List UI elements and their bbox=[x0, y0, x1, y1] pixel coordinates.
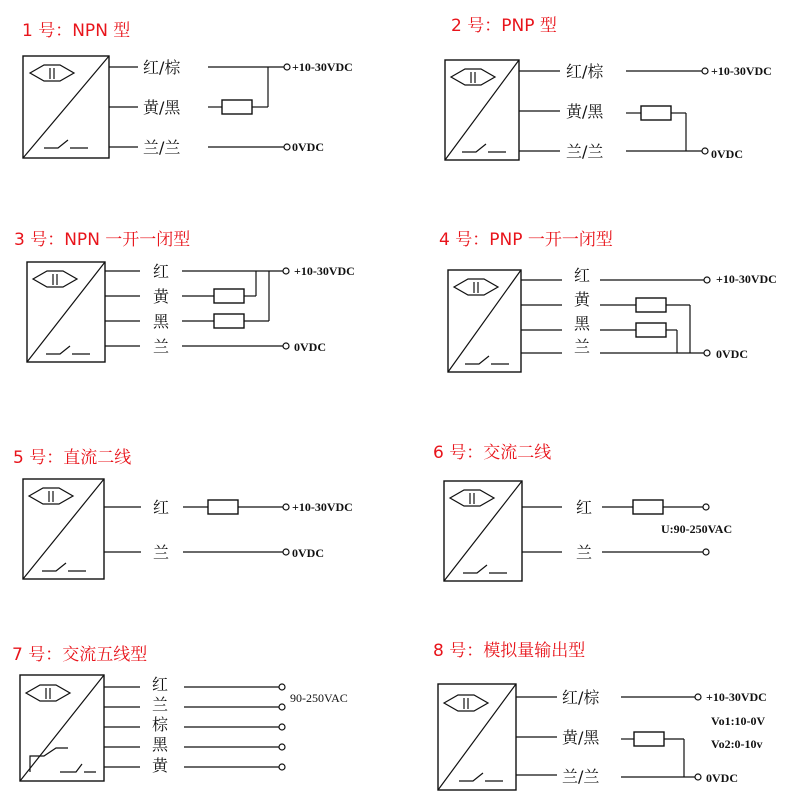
panel-1-npn bbox=[22, 21, 353, 158]
panel-2-pnp bbox=[445, 16, 772, 161]
wire-label: 黑 bbox=[152, 735, 169, 754]
wire-label: 红/棕 bbox=[562, 688, 600, 707]
voltage-label: 0VDC bbox=[294, 340, 326, 354]
wire-label: 兰/兰 bbox=[566, 142, 604, 161]
voltage-label: 0VDC bbox=[292, 546, 324, 560]
wire-label: 黑 bbox=[153, 312, 170, 331]
panel-5-title: 5 号：直流二线 bbox=[13, 448, 132, 468]
terminal bbox=[279, 724, 285, 730]
panel-6-title: 6 号：交流二线 bbox=[433, 443, 552, 463]
voltage-label: +10-30VDC bbox=[292, 500, 353, 514]
voltage-label: +10-30VDC bbox=[294, 264, 355, 278]
wire-label: 黑 bbox=[574, 314, 591, 333]
sensor-body bbox=[445, 60, 519, 160]
load-resistor bbox=[208, 500, 238, 514]
wire-label: 兰 bbox=[574, 337, 591, 356]
load-resistor bbox=[636, 298, 666, 312]
terminal bbox=[284, 64, 290, 70]
terminal bbox=[283, 549, 289, 555]
terminal bbox=[695, 694, 701, 700]
terminal bbox=[695, 774, 701, 780]
wire-label: 兰/兰 bbox=[143, 138, 181, 157]
wire-label: 棕 bbox=[152, 715, 169, 734]
terminal bbox=[279, 704, 285, 710]
wire-label: 黄/黑 bbox=[143, 98, 181, 117]
voltage-label: +10-30VDC bbox=[292, 60, 353, 74]
panel-5-dc-two-wire bbox=[13, 448, 353, 579]
terminal bbox=[279, 764, 285, 770]
wire-label: 红 bbox=[152, 675, 169, 694]
voltage-label: 90-250VAC bbox=[290, 691, 348, 705]
wire-label: 红 bbox=[153, 498, 170, 517]
terminal bbox=[704, 350, 710, 356]
terminal bbox=[283, 268, 289, 274]
terminal bbox=[702, 68, 708, 74]
wire-label: 兰 bbox=[576, 543, 593, 562]
sensor-body bbox=[444, 481, 522, 581]
wire-label: 红 bbox=[574, 266, 591, 285]
load-resistor bbox=[633, 500, 663, 514]
panel-4-title: 4 号：PNP 一开一闭型 bbox=[439, 230, 613, 250]
wire-label: 红 bbox=[576, 498, 593, 517]
voltage-label: +10-30VDC bbox=[706, 690, 767, 704]
terminal bbox=[283, 504, 289, 510]
voltage-label: 0VDC bbox=[711, 147, 743, 161]
load-resistor bbox=[214, 289, 244, 303]
panel-7-ac-five-wire bbox=[12, 645, 348, 781]
voltage-label: 0VDC bbox=[716, 347, 748, 361]
panel-7-title: 7 号：交流五线型 bbox=[12, 645, 148, 665]
load-resistor bbox=[636, 323, 666, 337]
load-resistor bbox=[222, 100, 252, 114]
terminal bbox=[284, 144, 290, 150]
wire-label: 黄 bbox=[152, 756, 169, 775]
voltage-label: U:90-250VAC bbox=[661, 522, 733, 536]
panel-2-title: 2 号：PNP 型 bbox=[451, 16, 557, 36]
terminal bbox=[703, 504, 709, 510]
sensor-body bbox=[438, 684, 516, 790]
panel-3-title: 3 号：NPN 一开一闭型 bbox=[14, 230, 191, 250]
wire-label: 黄 bbox=[574, 290, 591, 309]
panel-3-npn-no-nc bbox=[14, 230, 355, 362]
voltage-label: Vo2:0-10v bbox=[711, 737, 763, 751]
wire-label: 兰/兰 bbox=[562, 767, 600, 786]
terminal bbox=[283, 343, 289, 349]
terminal bbox=[702, 148, 708, 154]
load-resistor bbox=[634, 732, 664, 746]
voltage-label: +10-30VDC bbox=[711, 64, 772, 78]
panel-1-title: 1 号：NPN 型 bbox=[22, 21, 131, 41]
voltage-label: 0VDC bbox=[706, 771, 738, 785]
sensor-body bbox=[448, 270, 521, 372]
load-resistor bbox=[641, 106, 671, 120]
voltage-label: 0VDC bbox=[292, 140, 324, 154]
panel-6-ac-two-wire bbox=[433, 443, 732, 581]
sensor-body bbox=[27, 262, 105, 362]
voltage-label: +10-30VDC bbox=[716, 272, 777, 286]
sensor-body bbox=[23, 56, 109, 158]
wire-label: 兰 bbox=[153, 337, 170, 356]
wire-label: 兰 bbox=[152, 695, 169, 714]
terminal bbox=[279, 744, 285, 750]
wire-label: 兰 bbox=[153, 543, 170, 562]
wire-label: 黄 bbox=[153, 287, 170, 306]
panel-8-title: 8 号：模拟量输出型 bbox=[433, 641, 586, 661]
voltage-label: Vo1:10-0V bbox=[711, 714, 766, 728]
wire-label: 红/棕 bbox=[566, 62, 604, 81]
terminal bbox=[703, 549, 709, 555]
panel-4-pnp-no-nc bbox=[439, 230, 777, 372]
wire-label: 黄/黑 bbox=[566, 102, 604, 121]
wire-label: 红/棕 bbox=[143, 58, 181, 77]
sensor-body bbox=[20, 675, 104, 781]
panel-8-analog-output bbox=[433, 641, 767, 790]
wire-label: 红 bbox=[153, 262, 170, 281]
load-resistor bbox=[214, 314, 244, 328]
sensor-body bbox=[23, 479, 104, 579]
terminal bbox=[704, 277, 710, 283]
wire-label: 黄/黑 bbox=[562, 728, 600, 747]
terminal bbox=[279, 684, 285, 690]
